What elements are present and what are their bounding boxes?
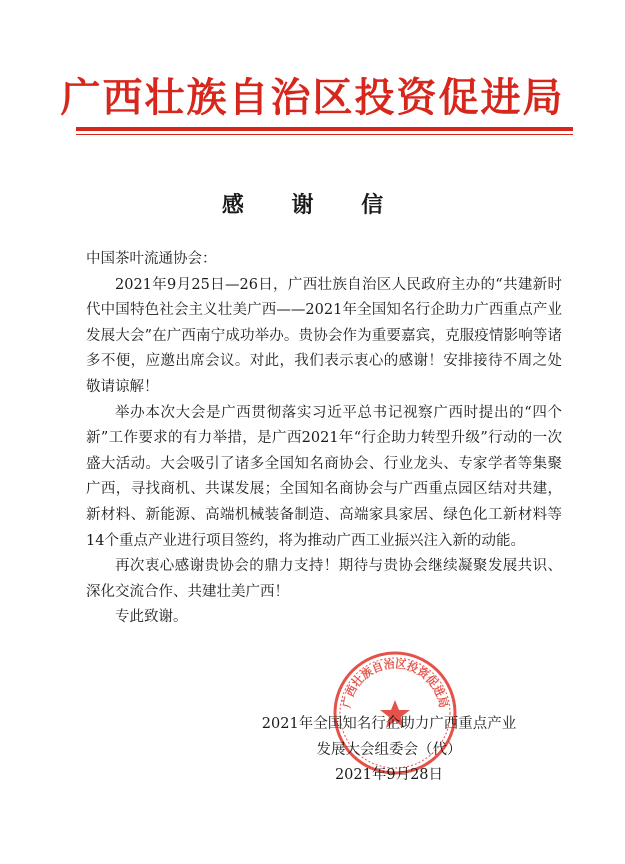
header-title: 广西壮族自治区投资促进局 [60, 75, 565, 121]
header-rule-thin [76, 134, 573, 135]
header-rule-thick [76, 127, 573, 131]
signature-date: 2021年9月28日 [334, 767, 444, 784]
paragraph-2: 举办本次大会是广西贯彻落实习近平总书记视察广西时提出的“四个新”工作要求的有力举措，是广西2021年“行企助力转型升级”行动的一次盛大活动。大会吸引了诸多全国知名商协会、行业龙头、专家学者等集聚广西，寻找商机、共谋发展；全国知名商协会与广西重点园区结对共建，新材料、新能源、高端机械装备制造、高端家具家居、绿色化工新材料等14个重点产业进行项目签约，将为推动广西工业振兴注入新的动能。 [86, 404, 562, 549]
svg-text:广西壮族自治区投资促进局: 广西壮族自治区投资促进局 [340, 657, 450, 710]
salutation: 中国茶叶流通协会： [86, 251, 217, 267]
paragraph-3: 再次衷心感谢贵协会的鼎力支持！期待与贵协会继续凝聚发展共识、深化交流合作、共建壮美广西！ [86, 558, 562, 600]
letter-title: 感 谢 信 [221, 192, 404, 218]
paragraph-1: 2021年9月25日—26日，广西壮族自治区人民政府主办的“共建新时代中国特色社会主义壮美广西——2021年全国知名行企助力广西重点产业发展大会”在广西南宁成功举办。贵协会作为重要嘉宾，克服疫情影响等诸多不便，应邀出席会议。对此，我们表示衷心的感谢！安排接待不周之处敬请谅解！ [86, 276, 562, 395]
letter-body [86, 247, 562, 631]
signature-org-line2: 发展大会组委会（代） [316, 741, 462, 758]
signature-org-line1: 2021年全国知名行企助力广西重点产业 [261, 716, 517, 732]
signature-block [229, 712, 549, 789]
closing-line: 专此致谢。 [115, 609, 188, 626]
